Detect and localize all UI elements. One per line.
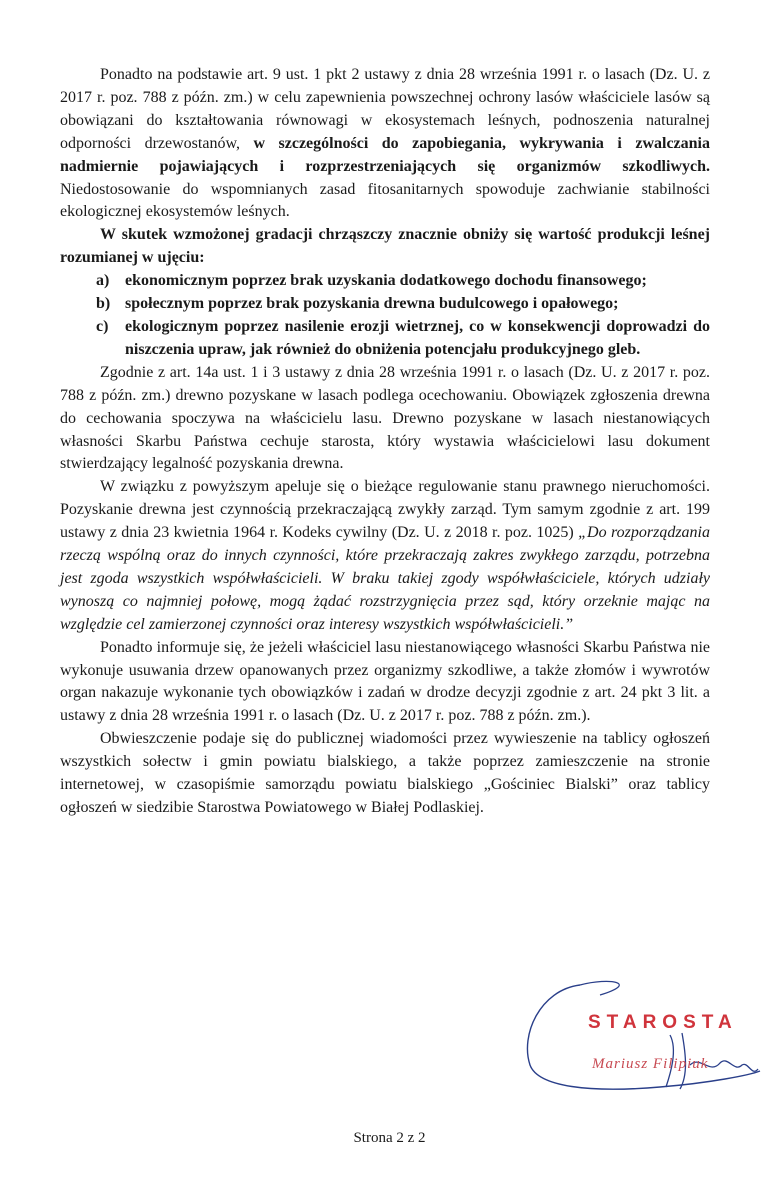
- stamp-name: Mariusz Filipiuk: [592, 1056, 709, 1072]
- list-item: b) społecznym poprzez brak pozyskania drewna budulcowego i opałowego;: [96, 295, 619, 313]
- paragraph-forest-protection: Ponadto na podstawie art. 9 ust. 1 pkt 2 ustawy z dnia 28 września 1991 r. o lasach (Dz. U. z 2017 r. poz. 788 z późn. zm.) w celu zapewnienia powszechnej ochrony lasów właściciele lasów są obowiązani do kształtowania równowagi w ekosystemach leśnych, podnoszenia naturalnej odporności drzewostanów, w szczególności do zapobiegania, wykrywania i zwalczania nadmiernie pojawiających i rozprzestrzeniających się organizmów szkodliwych. Niedostosowanie do wspomnianych zasad fitosanitarnych spowoduje zachwianie stabilności ekologicznej ekosystemów leśnych.: [60, 66, 710, 221]
- page-number: Strona 2 z 2: [353, 1130, 426, 1146]
- stamp-title: STAROSTA: [588, 1012, 738, 1033]
- paragraph-timber-marking: Zgodnie z art. 14a ust. 1 i 3 ustawy z dnia 28 września 1991 r. o lasach (Dz. U. z 2017 r. poz. 788 z późn. zm.) drewno pozyskane w lasach podlega ocechowaniu. Obowiązek zgłoszenia drewna do cechowania spoczywa na właścicielu lasu. Drewno pozyskane w lasach niestanowiących własności Skarbu Państwa cechuje starosta, który wystawia właścicielowi lasu dokument stwierdzający legalność pozyskania drewna.: [60, 363, 710, 473]
- signature-icon: [520, 975, 770, 1100]
- paragraph-obligations: Ponadto informuje się, że jeżeli właściciel lasu niestanowiącego własności Skarbu Państwa nie wykonuje usuwania drzew opanowanych przez organizmy szkodliwe, a także złomów i wywrotów organ nakazuje wykonanie tych obowiązków i zadań w drodze decyzji zgodnie z art. 24 pkt 3 lit. a ustawy z dnia 28 września 1991 r. o lasach (Dz. U. z 2017 r. poz. 788 z późn. zm.).: [60, 638, 710, 725]
- civil-code-quote: „Do rozporządzania rzeczą wspólną oraz do innych czynności, które przekraczają zakres zwykłego zarządu, potrzebna jest zgoda wszystkich współwłaścicieli. W braku takiej zgody współwłaściciele, których udziały wynoszą co najmniej połowę, mogą żądać rozstrzygnięcia przez sąd, który orzeknie mając na względzie cel zamierzonej czynności oraz interesy wszystkich współwłaścicieli.”: [60, 524, 710, 633]
- loss-list: [60, 270, 710, 362]
- paragraph-legal-status: W związku z powyższym apeluje się o bieżące regulowanie stanu prawnego nieruchomości. Pozyskanie drewna jest czynnością przekraczającą zwykły zarząd. Tym samym zgodnie z art. 199 ustawy z dnia 23 kwietnia 1964 r. Kodeks cywilny (Dz. U. z 2018 r. poz. 1025) „Do rozporządzania rzeczą wspólną oraz do innych czynności, które przekraczają zakres zwykłego zarządu, potrzebna jest zgoda wszystkich współwłaścicieli. W braku takiej zgody współwłaściciele, których udziały wynoszą co najmniej połowę, mogą żądać rozstrzygnięcia przez sąd, który orzeknie mając na względzie cel zamierzonej czynności oraz interesy wszystkich współwłaścicieli.”: [60, 478, 710, 633]
- list-item: c) ekologicznym poprzez nasilenie erozji wietrznej, co w konsekwencji doprowadzi do niszczenia upraw, jak również do obniżenia potencjału produkcyjnego gleb.: [96, 317, 710, 358]
- list-item: a) ekonomicznym poprzez brak uzyskania dodatkowego dochodu finansowego;: [96, 272, 647, 290]
- paragraph-announcement: Obwieszczenie podaje się do publicznej wiadomości przez wywieszenie na tablicy ogłoszeń wszystkich sołectw i gmin powiatu bialskiego, a także poprzez zamieszczenie na stronie internetowej, w czasopiśmie samorządu powiatu bialskiego „Gościniec Bialski” oraz tablicy ogłoszeń w siedzibie Starostwa Powiatowego w Białej Podlaskiej.: [60, 730, 710, 816]
- paragraph-value-loss: W skutek wzmożonej gradacji chrząszczy znacznie obniży się wartość produkcji leśnej rozumianej w ujęciu:: [60, 226, 710, 267]
- document-body: [60, 64, 710, 820]
- bold-phrase: w szczególności do zapobiegania, wykrywania i zwalczania nadmiernie pojawiających i rozprzestrzeniających się organizmów szkodliwych.: [60, 134, 710, 175]
